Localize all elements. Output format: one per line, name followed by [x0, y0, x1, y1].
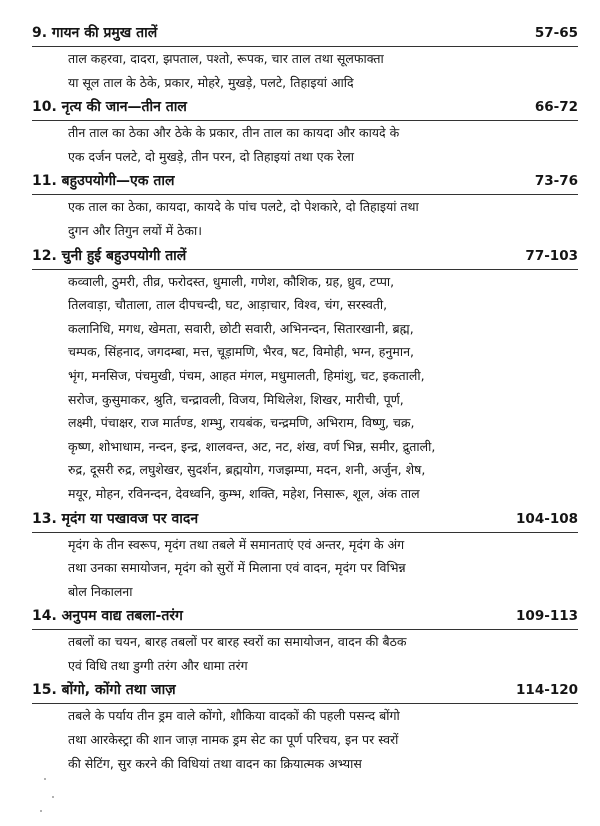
scan-speck: [40, 810, 42, 812]
description-line: तबले के पर्याय तीन ड्रम वाले कोंगो, शौकिया वादकों की पहली पसन्द बोंगो: [68, 708, 400, 724]
toc-entry-heading: [32, 677, 578, 703]
scan-speck: [44, 778, 46, 780]
description-line: बोल निकालना: [68, 583, 133, 599]
page-range: 66-72: [534, 99, 578, 116]
toc-entry: [32, 243, 578, 506]
toc-entry: [32, 20, 578, 94]
page-range: 73-76: [534, 173, 578, 190]
toc-entry: [32, 168, 578, 242]
toc-entry-heading: [32, 603, 578, 629]
description-line: एवं विधि तथा डुग्गी तरंग और धामा तरंग: [68, 657, 248, 673]
toc-entry: [32, 603, 578, 677]
description-line: की सेटिंग, सुर करने की विधियां तथा वादन का क्रियात्मक अभ्यास: [68, 755, 362, 771]
toc-entry-heading: [32, 20, 578, 46]
description-line: सरोज, कुसुमाकर, श्रुति, चन्द्रावली, विजय, मिथिलेश, शिखर, मारीची, पूर्ण,: [68, 391, 404, 407]
chapter-description: [68, 270, 578, 506]
description-line: चम्पक, सिंहनाद, जगदम्बा, मत्त, चूड़ामणि, भैरव, षट, विमोही, भग्न, हनुमान,: [68, 344, 414, 360]
description-line: तबलों का चयन, बारह तबलों पर बारह स्वरों का समायोजन, वादन की बैठक: [68, 634, 407, 650]
description-line: मयूर, मोहन, रविनन्दन, देवध्वनि, कुम्भ, शक्ति, महेश, निसारू, शूल, अंक ताल: [68, 485, 420, 501]
description-line: कृष्ण, शोभाधाम, नन्दन, इन्द्र, शालवन्त, अट, नट, शंख, वर्ण भिन्न, समीर, द्रुताली,: [68, 438, 436, 454]
description-line: तीन ताल का ठेका और ठेके के प्रकार, तीन ताल का कायदा और कायदे के: [68, 125, 400, 141]
description-line: भृंग, मनसिज, पंचमुखी, पंचम, आहत मंगल, मधुमालती, हिमांशु, चट, इकताली,: [68, 367, 425, 383]
page-range: 77-103: [525, 247, 578, 264]
description-line: दुगन और तिगुन लयों में ठेका।: [68, 222, 202, 238]
description-line: तथा उनका समायोजन, मृदंग को सुरों में मिलाना एवं वादन, मृदंग पर विभिन्न: [68, 560, 406, 576]
chapter-description: [68, 195, 578, 242]
chapter-description: [68, 121, 578, 168]
chapter-description: [68, 704, 578, 775]
chapter-title: 14. अनुपम वाद्य तबला-तरंग: [32, 608, 183, 625]
chapter-title: 12. चुनी हुई बहुउपयोगी तालें: [32, 247, 187, 264]
chapter-title: 9. गायन की प्रमुख तालें: [32, 25, 158, 41]
description-line: मृदंग के तीन स्वरूप, मृदंग तथा तबले में समानताएं एवं अन्तर, मृदंग के अंग: [68, 536, 405, 552]
toc-entry-heading: [32, 506, 578, 532]
table-of-contents: [32, 20, 578, 775]
chapter-title: 13. मृदंग या पखावज पर वादन: [32, 510, 199, 527]
scan-speck: [52, 796, 54, 798]
chapter-title: 15. बोंगो, कोंगो तथा जाज़: [32, 682, 176, 699]
toc-entry: [32, 94, 578, 168]
description-line: ताल कहरवा, दादरा, झपताल, पश्तो, रूपक, चार ताल तथा सूलफाक्ता: [68, 51, 384, 66]
page-range: 109-113: [516, 608, 578, 625]
chapter-description: [68, 533, 578, 604]
description-line: एक ताल का ठेका, कायदा, कायदे के पांच पलटे, दो पेशकारे, दो तिहाइयां तथा: [68, 199, 419, 215]
description-line: रुद्र, दूसरी रुद्र, लघुशेखर, सुदर्शन, ब्रह्मयोग, गजझम्पा, मदन, शनी, अर्जुन, शेष,: [68, 462, 426, 478]
description-line: या सूल ताल के ठेके, प्रकार, मोहरे, मुखड़े, पलटे, तिहाइयां आदि: [68, 74, 354, 90]
description-line: कलानिधि, मगध, खेमता, सवारी, छोटी सवारी, अभिनन्दन, सितारखानी, ब्रह्म,: [68, 320, 414, 336]
chapter-title: 11. बहुउपयोगी—एक ताल: [32, 173, 175, 190]
page-range: 114-120: [516, 682, 578, 699]
chapter-description: [68, 630, 578, 677]
toc-entry-heading: [32, 94, 578, 120]
description-line: एक दर्जन पलटे, दो मुखड़े, तीन परन, दो तिहाइयां तथा एक रेला: [68, 148, 355, 164]
description-line: कव्वाली, ठुमरी, तीव्र, फरोदस्त, धुमाली, गणेश, कौशिक, ग्रह, ध्रुव, टप्पा,: [68, 273, 395, 289]
toc-entry: [32, 677, 578, 775]
description-line: तिलवाड़ा, चौताला, ताल दीपचन्दी, घट, आड़ाचार, विश्व, चंग, सरस्वती,: [68, 297, 388, 313]
toc-entry-heading: [32, 168, 578, 194]
page-range: 57-65: [534, 25, 578, 41]
page-range: 104-108: [516, 510, 578, 527]
description-line: लक्ष्मी, पंचाक्षर, राज मार्तण्ड, शम्भु, रायबंक, चन्द्रमणि, अभिराम, विष्णु, चक्र,: [68, 415, 415, 431]
chapter-title: 10. नृत्य की जान—तीन ताल: [32, 99, 187, 116]
chapter-description: [68, 47, 578, 94]
toc-entry-heading: [32, 243, 578, 269]
toc-entry: [32, 506, 578, 604]
description-line: तथा आरकेस्ट्रा की शान जाज़ नामक ड्रम सेट का पूर्ण परिचय, इन पर स्वरों: [68, 732, 399, 748]
